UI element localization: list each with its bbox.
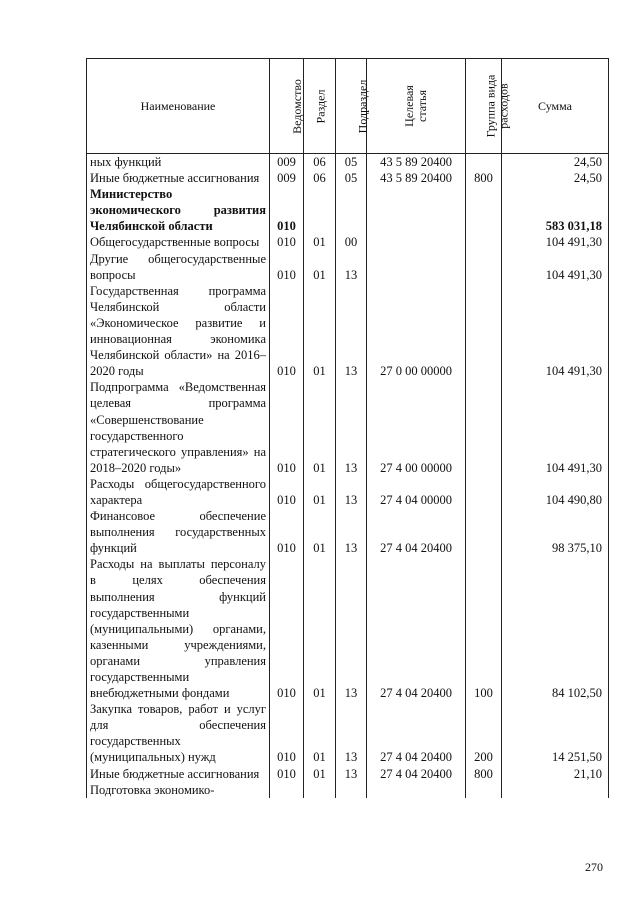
cell-gruppa: [466, 508, 502, 556]
cell-celevaya: 27 4 04 20400: [367, 556, 466, 701]
cell-summa: 98 375,10: [502, 508, 609, 556]
cell-gruppa: [466, 283, 502, 380]
cell-podrazdel: 13: [336, 251, 367, 283]
cell-summa: 583 031,18: [502, 186, 609, 234]
cell-celevaya: 43 5 89 20400: [367, 170, 466, 186]
cell-razdel: 01: [304, 283, 336, 380]
table-row: [87, 766, 609, 782]
cell-summa: 104 491,30: [502, 251, 609, 283]
cell-razdel: 01: [304, 234, 336, 250]
cell-name: Министерство экономического развития Челябинской области: [87, 186, 270, 234]
cell-name: Иные бюджетные ассигнования: [87, 170, 270, 186]
cell-celevaya: 27 4 04 20400: [367, 701, 466, 765]
cell-name: Иные бюджетные ассигнования: [87, 766, 270, 782]
table-row: [87, 701, 609, 765]
cell-summa: 104 491,30: [502, 283, 609, 380]
table-row: [87, 379, 609, 476]
cell-podrazdel: 05: [336, 154, 367, 171]
header-podrazdel: Подраздел: [336, 59, 367, 154]
cell-ved: 010: [270, 379, 304, 476]
cell-gruppa: [466, 476, 502, 508]
cell-podrazdel: 13: [336, 556, 367, 701]
cell-ved: 009: [270, 154, 304, 171]
cell-podrazdel: 00: [336, 234, 367, 250]
cell-celevaya: 27 4 00 00000: [367, 379, 466, 476]
cell-ved: 010: [270, 234, 304, 250]
cell-razdel: 01: [304, 476, 336, 508]
cell-ved: 010: [270, 701, 304, 765]
cell-celevaya: 27 4 04 20400: [367, 766, 466, 782]
page-number: 270: [585, 860, 603, 874]
cell-razdel: 01: [304, 508, 336, 556]
cell-podrazdel: 13: [336, 701, 367, 765]
cell-razdel: 06: [304, 170, 336, 186]
cell-podrazdel: 05: [336, 170, 367, 186]
cell-gruppa: [466, 251, 502, 283]
cell-podrazdel: 13: [336, 476, 367, 508]
cell-name: Другие общегосударственные вопросы: [87, 251, 270, 283]
cell-summa: [502, 782, 609, 798]
table-row: [87, 170, 609, 186]
cell-ved: 010: [270, 556, 304, 701]
cell-ved: [270, 782, 304, 798]
cell-name: Расходы общегосударственного характера: [87, 476, 270, 508]
header-celevaya: Целевая статья: [367, 59, 466, 154]
cell-gruppa: 800: [466, 170, 502, 186]
cell-summa: 24,50: [502, 170, 609, 186]
cell-name: Государственная программа Челябинской области «Экономическое развитие и инновационная экономика Челябинской области» на 2016–2020 годы: [87, 283, 270, 380]
cell-celevaya: 43 5 89 20400: [367, 154, 466, 171]
cell-summa: 14 251,50: [502, 701, 609, 765]
cell-podrazdel: 13: [336, 766, 367, 782]
cell-name: Расходы на выплаты персоналу в целях обеспечения выполнения функций государственными (муниципальными) органами, казенными учреждениями, органами управления государственными внебюджетными фондами: [87, 556, 270, 701]
cell-name: Закупка товаров, работ и услуг для обеспечения государственных (муниципальных) нужд: [87, 701, 270, 765]
cell-ved: 009: [270, 170, 304, 186]
table-body: [87, 154, 609, 798]
cell-name: Общегосударственные вопросы: [87, 234, 270, 250]
budget-table-container: [86, 58, 608, 798]
cell-summa: 104 491,30: [502, 234, 609, 250]
budget-table: [86, 58, 609, 798]
cell-celevaya: [367, 782, 466, 798]
table-row: [87, 186, 609, 234]
table-row: [87, 234, 609, 250]
cell-ved: 010: [270, 508, 304, 556]
cell-name: Подготовка экономико-: [87, 782, 270, 798]
cell-razdel: [304, 782, 336, 798]
cell-razdel: [304, 186, 336, 234]
cell-razdel: 01: [304, 251, 336, 283]
header-summa: Сумма: [502, 59, 609, 154]
cell-summa: 24,50: [502, 154, 609, 171]
table-row: [87, 283, 609, 380]
cell-celevaya: 27 4 04 00000: [367, 476, 466, 508]
header-ved: Ведомство: [270, 59, 304, 154]
cell-gruppa: [466, 234, 502, 250]
cell-name: Финансовое обеспечение выполнения государственных функций: [87, 508, 270, 556]
cell-celevaya: [367, 251, 466, 283]
cell-name: ных функций: [87, 154, 270, 171]
header-gruppa: Группа вида расходов: [466, 59, 502, 154]
cell-podrazdel: 13: [336, 283, 367, 380]
cell-razdel: 01: [304, 379, 336, 476]
cell-podrazdel: [336, 782, 367, 798]
table-row: [87, 556, 609, 701]
table-row: [87, 154, 609, 171]
cell-summa: 104 490,80: [502, 476, 609, 508]
cell-summa: 104 491,30: [502, 379, 609, 476]
cell-celevaya: 27 0 00 00000: [367, 283, 466, 380]
cell-podrazdel: 13: [336, 379, 367, 476]
cell-celevaya: [367, 234, 466, 250]
cell-podrazdel: 13: [336, 508, 367, 556]
header-name: Наименование: [87, 59, 270, 154]
cell-razdel: 06: [304, 154, 336, 171]
cell-gruppa: 800: [466, 766, 502, 782]
cell-gruppa: 200: [466, 701, 502, 765]
table-row: [87, 251, 609, 283]
cell-summa: 21,10: [502, 766, 609, 782]
cell-celevaya: 27 4 04 20400: [367, 508, 466, 556]
cell-gruppa: [466, 782, 502, 798]
cell-gruppa: 100: [466, 556, 502, 701]
cell-razdel: 01: [304, 701, 336, 765]
cell-ved: 010: [270, 766, 304, 782]
cell-ved: 010: [270, 251, 304, 283]
table-row: [87, 782, 609, 798]
cell-razdel: 01: [304, 556, 336, 701]
cell-podrazdel: [336, 186, 367, 234]
table-row: [87, 476, 609, 508]
cell-celevaya: [367, 186, 466, 234]
cell-gruppa: [466, 186, 502, 234]
cell-ved: 010: [270, 186, 304, 234]
cell-ved: 010: [270, 476, 304, 508]
table-row: [87, 508, 609, 556]
cell-summa: 84 102,50: [502, 556, 609, 701]
cell-razdel: 01: [304, 766, 336, 782]
cell-ved: 010: [270, 283, 304, 380]
table-header: [87, 59, 609, 154]
cell-gruppa: [466, 379, 502, 476]
cell-name: Подпрограмма «Ведомственная целевая программа «Совершенствование государственного стратегического управления» на 2018–2020 годы»: [87, 379, 270, 476]
cell-gruppa: [466, 154, 502, 171]
header-razdel: Раздел: [304, 59, 336, 154]
